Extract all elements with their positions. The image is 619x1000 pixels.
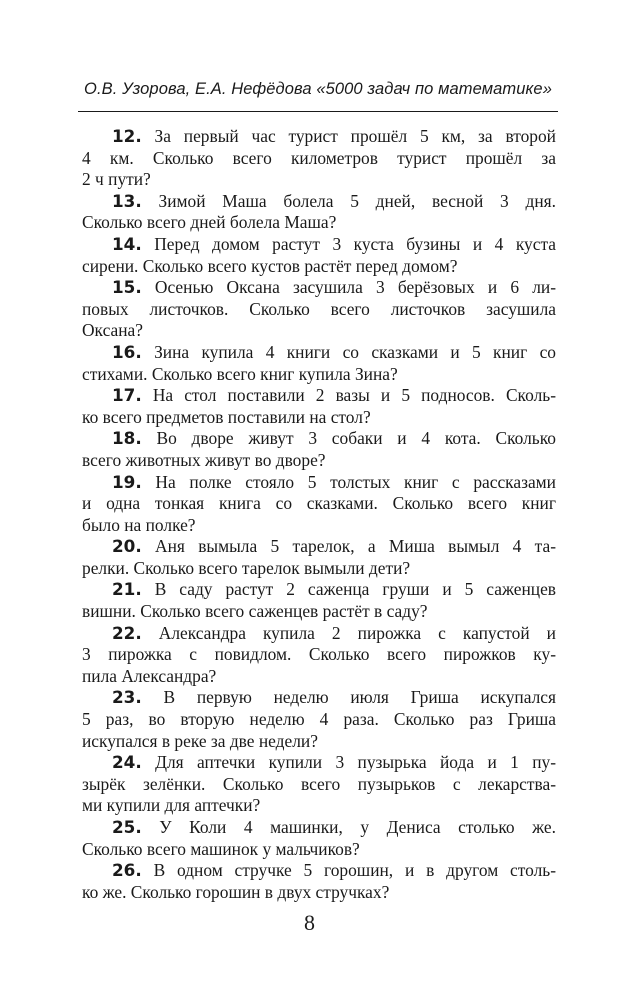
problem-item bbox=[82, 860, 556, 903]
problem-text: Зимой Маша болела 5 дней, весной 3 дня. bbox=[158, 190, 556, 211]
problem-line bbox=[82, 666, 556, 688]
problem-item bbox=[82, 536, 556, 579]
problem-line bbox=[82, 234, 556, 256]
problem-line bbox=[82, 709, 556, 731]
problem-text: Осенью Оксана засушила 3 берёзовых и 6 ли- bbox=[154, 277, 556, 298]
problem-text: сирени. Сколько всего кустов растёт перед домом? bbox=[82, 255, 458, 276]
page-number: 8 bbox=[304, 910, 315, 935]
problem-line bbox=[82, 536, 556, 558]
problem-line bbox=[82, 731, 556, 753]
problem-line bbox=[82, 579, 556, 601]
problem-text: вишни. Сколько всего саженцев растёт в саду? bbox=[82, 601, 428, 622]
problem-line bbox=[82, 212, 556, 234]
problem-text: и одна тонкая книга со сказками. Сколько всего книг bbox=[82, 493, 556, 514]
problem-line bbox=[82, 320, 556, 342]
problem-text: Зина купила 4 книги со сказками и 5 книг со bbox=[154, 341, 556, 362]
problem-item bbox=[82, 234, 556, 277]
problem-line bbox=[82, 860, 556, 882]
problem-line bbox=[82, 817, 556, 839]
problem-line bbox=[82, 191, 556, 213]
problem-number: 25. bbox=[112, 817, 142, 837]
problem-text: На полке стояло 5 толстых книг с рассказами bbox=[155, 471, 556, 492]
problem-line bbox=[82, 601, 556, 623]
problem-number: 24. bbox=[112, 752, 142, 773]
problem-text: В одном стручке 5 горошин, и в другом столь- bbox=[153, 860, 556, 881]
problem-line bbox=[82, 169, 556, 191]
problem-line bbox=[82, 256, 556, 278]
problem-text: Во дворе живут 3 собаки и 4 кота. Сколько bbox=[156, 428, 556, 449]
problem-item bbox=[82, 277, 556, 342]
problem-line bbox=[82, 428, 556, 450]
running-header: О.В. Узорова, Е.А. Нефёдова «5000 задач по математике» bbox=[84, 80, 552, 98]
problem-item bbox=[82, 342, 556, 385]
problem-item bbox=[82, 472, 556, 537]
problem-item bbox=[82, 623, 556, 688]
problem-number: 18. bbox=[112, 428, 142, 449]
problem-text: Сколько всего машинок у мальчиков? bbox=[82, 838, 360, 859]
problem-number: 20. bbox=[112, 536, 142, 557]
problem-text: релки. Сколько всего тарелок вымыли дети? bbox=[82, 557, 411, 578]
problem-text: В первую неделю июля Гриша искупался bbox=[163, 687, 556, 708]
problem-text: ко же. Сколько горошин в двух стручках? bbox=[82, 881, 390, 902]
problem-line bbox=[82, 839, 556, 861]
problem-text: ми купили для аптечки? bbox=[82, 795, 261, 816]
problem-text: 2 ч пути? bbox=[82, 169, 151, 190]
problem-item bbox=[82, 752, 556, 817]
problem-text: всего животных живут во дворе? bbox=[82, 449, 326, 470]
problem-number: 17. bbox=[112, 385, 142, 406]
problem-text: повых листочков. Сколько всего листочков засушила bbox=[82, 298, 556, 319]
problem-text: Для аптечки купили 3 пузырька йода и 1 пу- bbox=[155, 752, 556, 773]
problem-text: Аня вымыла 5 тарелок, а Миша вымыл 4 та- bbox=[155, 536, 556, 557]
problem-text: 4 км. Сколько всего километров турист прошёл за bbox=[82, 147, 556, 168]
problem-line bbox=[82, 687, 556, 709]
problem-number: 12. bbox=[112, 126, 142, 146]
problem-number: 14. bbox=[112, 233, 142, 254]
problem-number: 15. bbox=[112, 277, 142, 298]
problem-text: Оксана? bbox=[82, 320, 143, 341]
problem-text: Сколько всего дней болела Маша? bbox=[82, 212, 337, 233]
problem-line bbox=[82, 385, 556, 407]
problem-line bbox=[82, 407, 556, 429]
problem-item bbox=[82, 191, 556, 234]
problem-item bbox=[82, 428, 556, 471]
problem-line bbox=[82, 148, 556, 170]
problem-number: 22. bbox=[112, 622, 142, 643]
problem-text: 5 раз, во вторую неделю 4 раза. Сколько раз Гриша bbox=[82, 709, 556, 730]
problem-line bbox=[82, 126, 556, 148]
problem-line bbox=[82, 882, 556, 904]
problem-line bbox=[82, 558, 556, 580]
problem-line bbox=[82, 623, 556, 645]
problem-item bbox=[82, 687, 556, 752]
problem-text: было на полке? bbox=[82, 514, 196, 535]
problem-item bbox=[82, 126, 556, 191]
problem-text: За первый час турист прошёл 5 км, за второй bbox=[154, 126, 556, 146]
problem-number: 23. bbox=[112, 687, 142, 708]
problem-line bbox=[82, 299, 556, 321]
problem-text: Александра купила 2 пирожка с капустой и bbox=[158, 622, 556, 643]
problem-item bbox=[82, 817, 556, 860]
problem-line bbox=[82, 277, 556, 299]
problem-text: зырёк зелёнки. Сколько всего пузырьков с лекарства- bbox=[82, 773, 556, 794]
problem-number: 13. bbox=[112, 190, 142, 211]
problem-number: 19. bbox=[112, 471, 142, 492]
problem-item bbox=[82, 385, 556, 428]
problem-list bbox=[82, 126, 556, 903]
problem-line bbox=[82, 472, 556, 494]
problem-text: В саду растут 2 саженца груши и 5 саженцев bbox=[154, 579, 556, 600]
problem-line bbox=[82, 774, 556, 796]
problem-line bbox=[82, 342, 556, 364]
problem-text: ко всего предметов поставили на стол? bbox=[82, 406, 371, 427]
problem-text: пила Александра? bbox=[82, 665, 217, 686]
problem-number: 26. bbox=[112, 860, 142, 881]
problem-text: Перед домом растут 3 куста бузины и 4 куста bbox=[154, 233, 556, 254]
problem-line bbox=[82, 450, 556, 472]
problem-line bbox=[82, 644, 556, 666]
problem-text: На стол поставили 2 вазы и 5 подносов. Сколь- bbox=[152, 385, 556, 406]
problem-line bbox=[82, 515, 556, 537]
problem-text: У Коли 4 машинки, у Дениса столько же. bbox=[159, 817, 556, 837]
problem-text: стихами. Сколько всего книг купила Зина? bbox=[82, 363, 398, 384]
problem-text: 3 пирожка с повидлом. Сколько всего пирожков ку- bbox=[82, 644, 556, 665]
problem-number: 16. bbox=[112, 341, 142, 362]
problem-line bbox=[82, 364, 556, 386]
header-rule bbox=[78, 111, 558, 112]
problem-text: искупался в реке за две недели? bbox=[82, 730, 318, 751]
problem-number: 21. bbox=[112, 579, 142, 600]
problem-line bbox=[82, 493, 556, 515]
problem-line bbox=[82, 795, 556, 817]
problem-item bbox=[82, 579, 556, 622]
problem-line bbox=[82, 752, 556, 774]
